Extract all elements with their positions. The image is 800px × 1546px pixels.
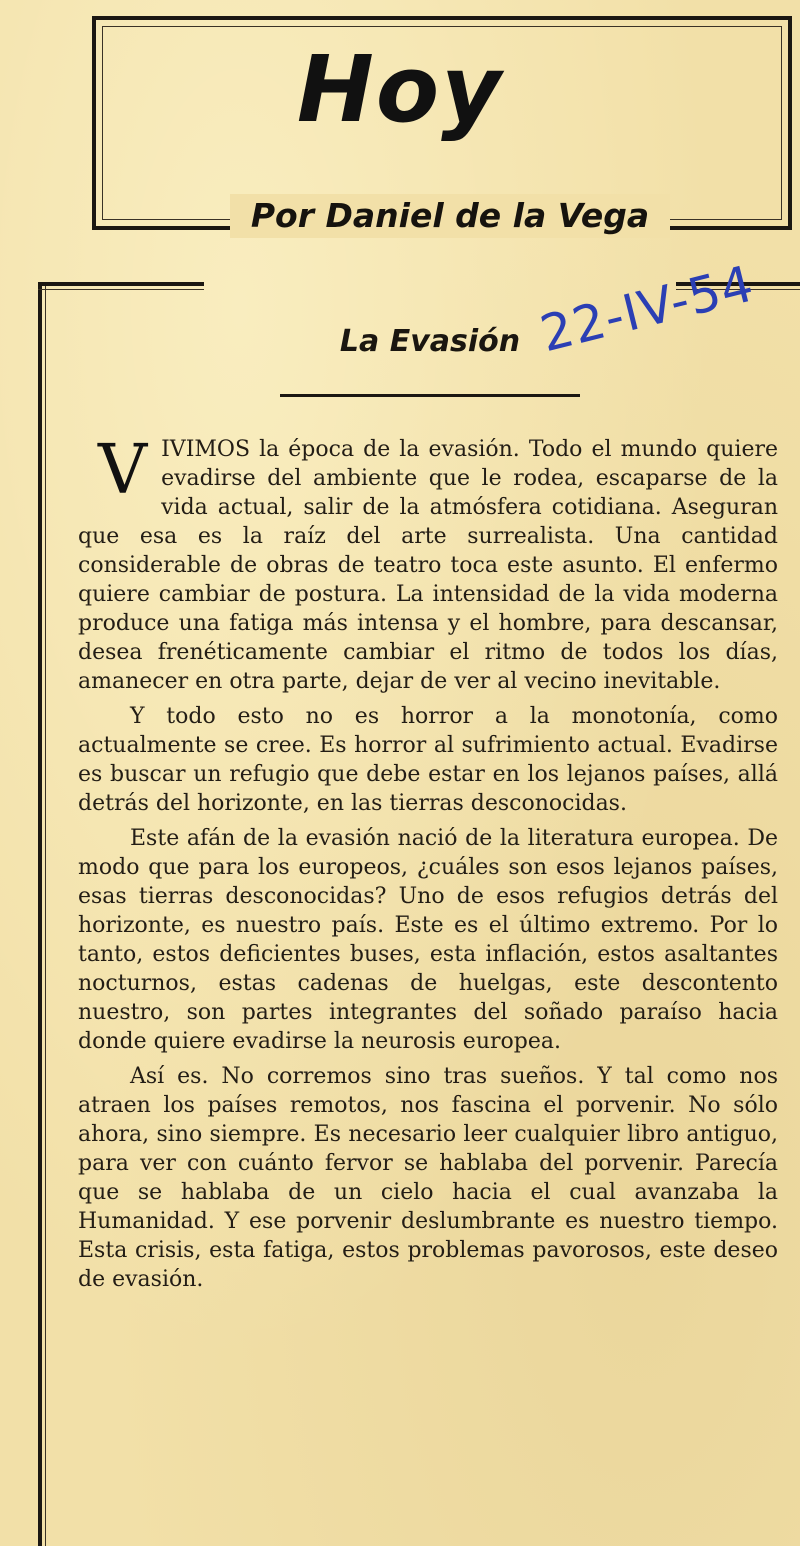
handwritten-date: 22-IV-54 xyxy=(534,254,760,364)
section-title: La Evasión xyxy=(339,324,521,359)
article-paragraph-1 xyxy=(78,431,778,696)
paragraph-text: IVIMOS la época de la evasión. Todo el mundo quiere evadirse del ambiente que le rodea, escaparse de la vida actual, salir de la atmósfera cotidiana. Aseguran que esa es la raíz del arte surrealista. Una cantidad considerable de obras de teatro toca este asunto. El enfermo quiere cambiar de postura. La intensidad de la vida moderna produce una fatiga más intensa y el hombre, para descansar, desea frenéticamente cambiar el ritmo de todos los días, amanecer en otra parte, dejar de ver al vecino inevitable. xyxy=(78,437,778,694)
article-paragraph-4: Así es. No corremos sino tras sueños. Y tal como nos atraen los países remotos, nos fascina el porvenir. No sólo ahora, sino siempre. Es necesario leer cualquier libro antiguo, para ver con cuánto fervor se hablaba del porvenir. Parecía que se hablaba de un cielo hacia el cual avanzaba la Humanidad. Y ese porvenir deslumbrante es nuestro tiempo. Esta crisis, esta fatiga, estos problemas pavorosos, este deseo de evasión. xyxy=(78,1064,778,1292)
drop-cap: V xyxy=(98,431,148,510)
section-divider xyxy=(280,394,580,397)
byline: Por Daniel de la Vega xyxy=(230,194,670,238)
article-paragraph-2: Y todo esto no es horror a la monotonía, como actualmente se cree. Es horror al sufrimiento actual. Evadirse es buscar un refugio que debe estar en los lejanos países, allá detrás del horizonte, en las tierras desconocidas. xyxy=(78,704,778,816)
article-body xyxy=(78,431,778,1300)
column-frame-top-left xyxy=(38,282,204,290)
column-title: Hoy xyxy=(296,36,504,143)
article-paragraph-3: Este afán de la evasión nació de la literatura europea. De modo que para los europeos, ¿cuáles son esos lejanos países, esas tierras desconocidas? Uno de esos refugios detrás del horizonte, es nuestro país. Este es el último extremo. Por lo tanto, estos deficientes buses, esta inflación, estos asaltantes nocturnos, estas cadenas de huelgas, este descontento nuestro, son partes integrantes del soñado paraíso hacia donde quiere evadirse la neurosis europea. xyxy=(78,826,778,1054)
column-frame-left xyxy=(38,282,46,1546)
